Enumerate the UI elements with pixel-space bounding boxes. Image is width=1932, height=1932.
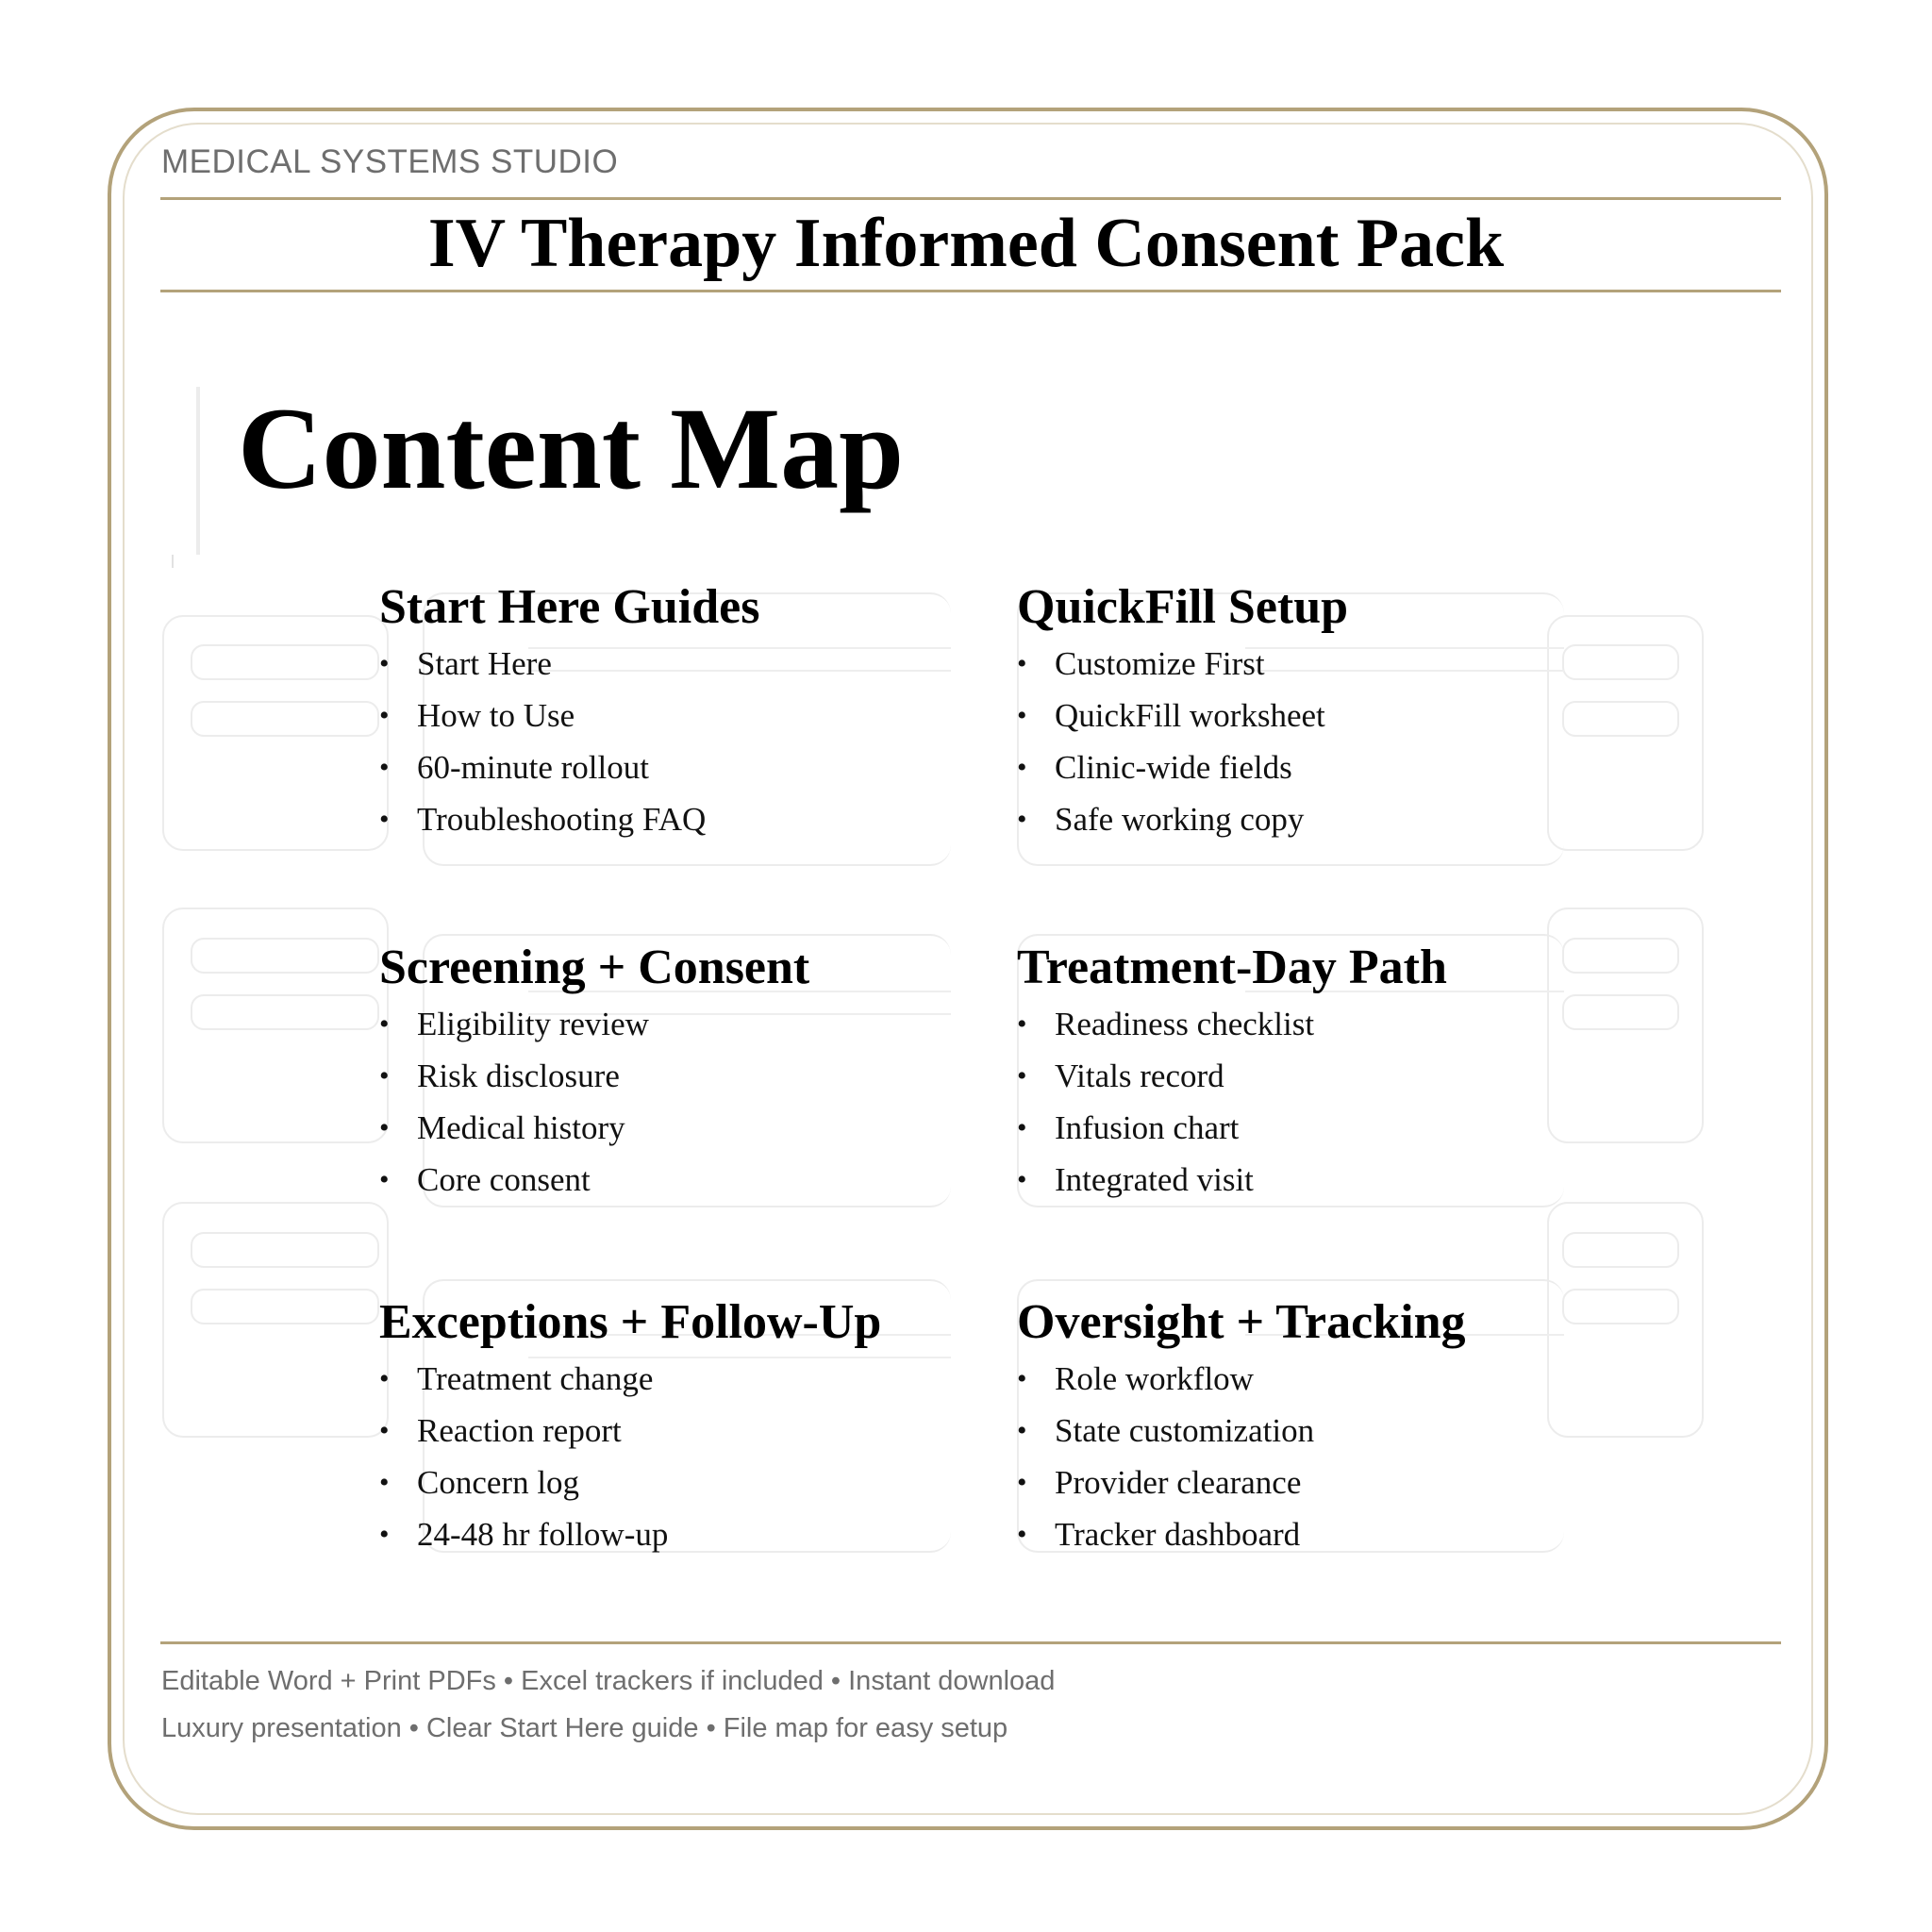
header-rule-top [160,197,1781,200]
list-item-label: Troubleshooting FAQ [417,801,707,838]
section-exceptions-follow-up [379,1292,945,1560]
bullet-icon: • [379,752,390,783]
ghost-field [191,1289,379,1324]
list-item-label: Safe working copy [1055,801,1305,838]
list-item-label: Reaction report [417,1412,622,1449]
list-item [1017,1508,1583,1560]
list-item [1017,1102,1583,1154]
header-rule-bottom [160,290,1781,292]
section-title: Treatment-Day Path [1017,941,1447,994]
list-item [1017,741,1583,793]
list-item-label: 24-48 hr follow-up [417,1516,669,1553]
pack-title: IV Therapy Informed Consent Pack [427,205,1505,282]
list-item-label: Concern log [417,1464,580,1501]
list-item-label: State customization [1055,1412,1315,1449]
list-item-label: Customize First [1055,645,1265,682]
section-list [379,1353,945,1560]
list-item-label: Clinic-wide fields [1055,749,1292,786]
section-screening-consent [379,938,945,1206]
section-title: Oversight + Tracking [1017,1295,1466,1349]
section-title: Start Here Guides [379,580,760,634]
list-item-label: How to Use [417,697,575,734]
list-item [1017,793,1583,845]
bullet-icon: • [1017,648,1027,679]
list-item [379,1102,945,1154]
bullet-icon: • [379,1467,390,1498]
list-item [1017,998,1583,1050]
title-accent-tick [172,555,174,568]
list-item [379,793,945,845]
list-item-label: Role workflow [1055,1360,1254,1397]
bullet-icon: • [1017,752,1027,783]
list-item [1017,1050,1583,1102]
bullet-icon: • [1017,700,1027,731]
list-item-label: Core consent [417,1161,591,1198]
bullet-icon: • [379,1363,390,1394]
bullet-icon: • [379,1164,390,1195]
section-quickfill-setup [1017,577,1583,845]
list-item-label: Tracker dashboard [1055,1516,1301,1553]
section-start-here-guides [379,577,945,845]
section-list [379,638,945,845]
list-item [1017,1457,1583,1508]
list-item [379,690,945,741]
ghost-field [191,1232,379,1268]
list-item-label: Infusion chart [1055,1109,1240,1146]
bullet-icon: • [1017,1164,1027,1195]
list-item [379,998,945,1050]
list-item-label: Risk disclosure [417,1058,620,1094]
list-item-label: Start Here [417,645,552,682]
list-item-label: Vitals record [1055,1058,1224,1094]
list-item-label: 60-minute rollout [417,749,649,786]
bullet-icon: • [1017,1467,1027,1498]
ghost-field [1562,1232,1679,1268]
list-item-label: Medical history [417,1109,625,1146]
list-item [1017,638,1583,690]
bullet-icon: • [1017,1363,1027,1394]
list-item-label: Treatment change [417,1360,654,1397]
list-item [379,1154,945,1206]
list-item [379,1050,945,1102]
section-list [379,998,945,1206]
list-item [379,1405,945,1457]
list-item [379,1457,945,1508]
list-item-label: Readiness checklist [1055,1006,1315,1042]
bullet-icon: • [379,1519,390,1550]
ghost-field [191,701,379,737]
bullet-icon: • [1017,1415,1027,1446]
section-oversight-tracking [1017,1292,1583,1560]
list-item-label: Eligibility review [417,1006,649,1042]
ghost-field [191,644,379,680]
bullet-icon: • [1017,1112,1027,1143]
list-item-label: QuickFill worksheet [1055,697,1325,734]
bullet-icon: • [379,1415,390,1446]
bullet-icon: • [1017,1519,1027,1550]
list-item [1017,1353,1583,1405]
section-treatment-day-path [1017,938,1583,1206]
footer-presentation-line: Luxury presentation • Clear Start Here guide • File map for easy setup [161,1713,1008,1743]
bullet-icon: • [379,1112,390,1143]
list-item [379,1508,945,1560]
bullet-icon: • [379,700,390,731]
page-title: Content Map [238,384,905,513]
bullet-icon: • [379,1008,390,1040]
ghost-field [191,994,379,1030]
section-title: Screening + Consent [379,941,810,994]
section-title: Exceptions + Follow-Up [379,1295,882,1349]
list-item [1017,1405,1583,1457]
bullet-icon: • [379,804,390,835]
bullet-icon: • [379,1060,390,1091]
list-item-label: Provider clearance [1055,1464,1302,1501]
title-accent-bar [196,387,200,555]
bullet-icon: • [1017,804,1027,835]
section-list [1017,1353,1583,1560]
list-item-label: Integrated visit [1055,1161,1254,1198]
section-title: QuickFill Setup [1017,580,1349,634]
list-item [379,741,945,793]
bullet-icon: • [1017,1008,1027,1040]
section-list [1017,998,1583,1206]
ghost-field [191,938,379,974]
list-item [379,638,945,690]
bullet-icon: • [379,648,390,679]
list-item [1017,1154,1583,1206]
footer-rule [160,1641,1781,1644]
list-item [1017,690,1583,741]
section-list [1017,638,1583,845]
bullet-icon: • [1017,1060,1027,1091]
list-item [379,1353,945,1405]
footer-features-line: Editable Word + Print PDFs • Excel trackers if included • Instant download [161,1666,1056,1696]
brand-label: MEDICAL SYSTEMS STUDIO [161,143,619,180]
